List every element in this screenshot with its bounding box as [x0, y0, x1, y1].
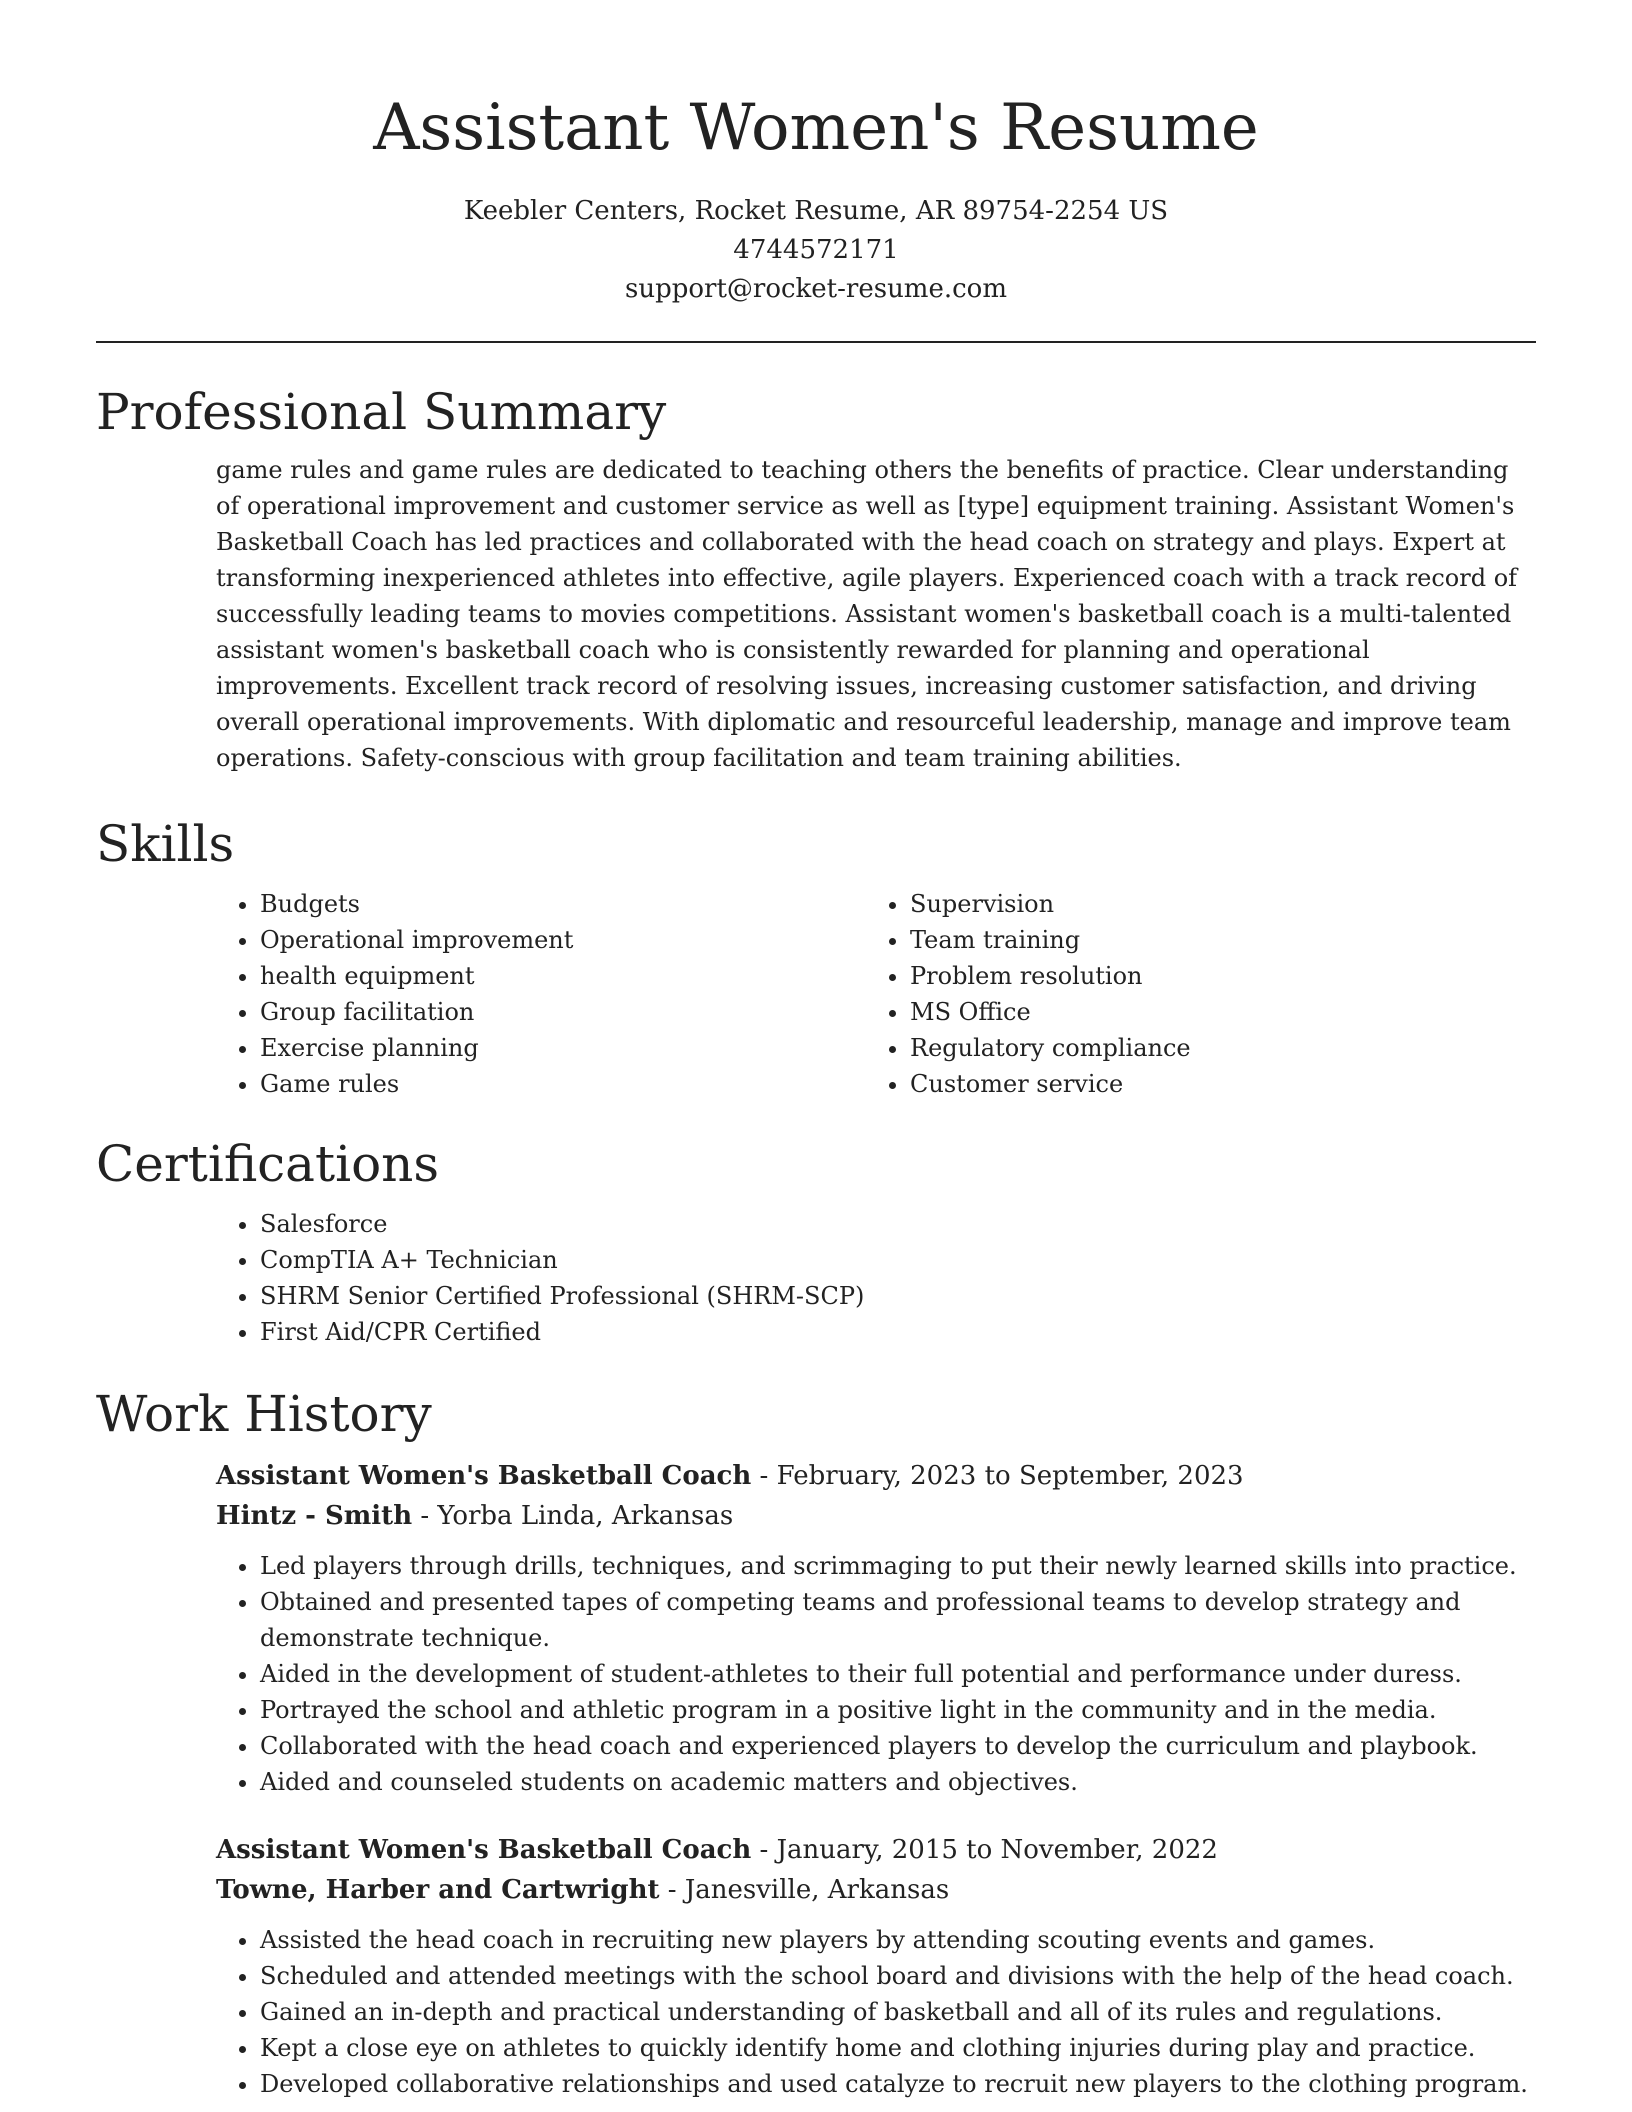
skill-item: • Exercise planning — [260, 1030, 746, 1066]
job-location: Yorba Linda, Arkansas — [437, 1501, 734, 1531]
job-entry — [216, 1830, 1536, 2102]
job-company-line — [216, 1496, 1536, 1536]
resume-header — [0, 0, 1632, 309]
skill-item: • Operational improvement — [260, 922, 746, 958]
skill-item: • Supervision — [910, 886, 1510, 922]
job-duty: • Scheduled and attended meetings with the school board and divisions with the help of the head coach. — [260, 1958, 1536, 1994]
job-separator: - — [412, 1501, 438, 1531]
job-duty: • Led players through drills, techniques, and scrimmaging to put their newly learned skills into practice. — [260, 1548, 1536, 1584]
job-duty: • Aided and counseled students on academic matters and objectives. — [260, 1764, 1536, 1800]
certifications-section — [96, 1132, 1536, 1350]
job-separator: - — [659, 1875, 685, 1905]
job-company-line — [216, 1870, 1536, 1910]
job-title-line — [216, 1456, 1536, 1496]
skills-grid — [96, 886, 1536, 1102]
contact-address: Keebler Centers, Rocket Resume, AR 89754-2254 US — [463, 196, 1169, 226]
skill-item: • Customer service — [910, 1066, 1510, 1102]
job-duties-list — [216, 1922, 1536, 2102]
skill-item: • Group facilitation — [260, 994, 746, 1030]
job-duties-list — [216, 1548, 1536, 1800]
skill-item: • Problem resolution — [910, 958, 1510, 994]
summary-section — [96, 380, 1536, 776]
skill-item: • Regulatory compliance — [910, 1030, 1510, 1066]
contact-email: support@rocket-resume.com — [624, 274, 1007, 304]
job-separator: - — [751, 1461, 777, 1491]
header-divider — [96, 341, 1536, 343]
job-entry — [216, 1456, 1536, 1800]
certification-item: • Salesforce — [260, 1206, 1536, 1242]
skills-column-1 — [96, 886, 746, 1102]
certification-item: • First Aid/CPR Certified — [260, 1314, 1536, 1350]
resume-name: Assistant Women's Resume — [373, 91, 1259, 165]
skill-item: • Budgets — [260, 886, 746, 922]
skill-item: • Team training — [910, 922, 1510, 958]
job-duty: • Developed collaborative relationships and used catalyze to recruit new players to the clothing program. — [260, 2066, 1536, 2102]
skill-item: • Game rules — [260, 1066, 746, 1102]
contact-block — [0, 192, 1632, 309]
job-duty: • Gained an in-depth and practical understanding of basketball and all of its rules and regulations. — [260, 1994, 1536, 2030]
job-company: Towne, Harber and Cartwright — [216, 1875, 660, 1905]
contact-phone: 4744572171 — [733, 235, 899, 265]
job-dates: February, 2023 to September, 2023 — [776, 1461, 1244, 1491]
certifications-title: Certifications — [96, 1135, 440, 1193]
job-separator: - — [751, 1835, 777, 1865]
work-history-title: Work History — [96, 1385, 432, 1443]
skill-item: • health equipment — [260, 958, 746, 994]
job-duty: • Kept a close eye on athletes to quickly identify home and clothing injuries during play and practice. — [260, 2030, 1536, 2066]
job-duty: • Obtained and presented tapes of competing teams and professional teams to develop strategy and demonstrate technique. — [260, 1584, 1536, 1656]
job-company: Hintz - Smith — [216, 1501, 413, 1531]
job-dates: January, 2015 to November, 2022 — [776, 1835, 1218, 1865]
job-title-line — [216, 1830, 1536, 1870]
job-title: Assistant Women's Basketball Coach — [216, 1835, 752, 1865]
skills-section — [96, 812, 1536, 1102]
work-history-section — [96, 1382, 1536, 2102]
summary-title: Professional Summary — [96, 383, 667, 441]
job-duty: • Assisted the head coach in recruiting new players by attending scouting events and games. — [260, 1922, 1536, 1958]
job-duty: • Aided in the development of student-athletes to their full potential and performance under duress. — [260, 1656, 1536, 1692]
certifications-list — [96, 1206, 1536, 1350]
job-location: Janesville, Arkansas — [684, 1875, 950, 1905]
certification-item: • SHRM Senior Certified Professional (SHRM-SCP) — [260, 1278, 1536, 1314]
certification-item: • CompTIA A+ Technician — [260, 1242, 1536, 1278]
job-duty: • Portrayed the school and athletic program in a positive light in the community and in the media. — [260, 1692, 1536, 1728]
job-duty: • Collaborated with the head coach and experienced players to develop the curriculum and playbook. — [260, 1728, 1536, 1764]
skills-title: Skills — [96, 815, 235, 873]
summary-text: game rules and game rules are dedicated to teaching others the benefits of practice. Clear understanding of operational improvement and customer service as well as [type] equipment training. Assistant Women's Basketball Coach has led practices and collaborated with the head coach on strategy and plays. Expert at transforming inexperienced athletes into effective, agile players. Experienced coach with a track record of successfully leading teams to movies competitions. Assistant women's basketball coach is a multi-talented assistant women's basketball coach who is consistently rewarded for planning and operational improvements. Excellent track record of resolving issues, increasing customer satisfaction, and driving overall operational improvements. With diplomatic and resourceful leadership, manage and improve team operations. Safety-conscious with group facilitation and team training abilities. — [216, 456, 1518, 772]
skill-item: • MS Office — [910, 994, 1510, 1030]
job-title: Assistant Women's Basketball Coach — [216, 1461, 752, 1491]
skills-column-2 — [746, 886, 1510, 1102]
